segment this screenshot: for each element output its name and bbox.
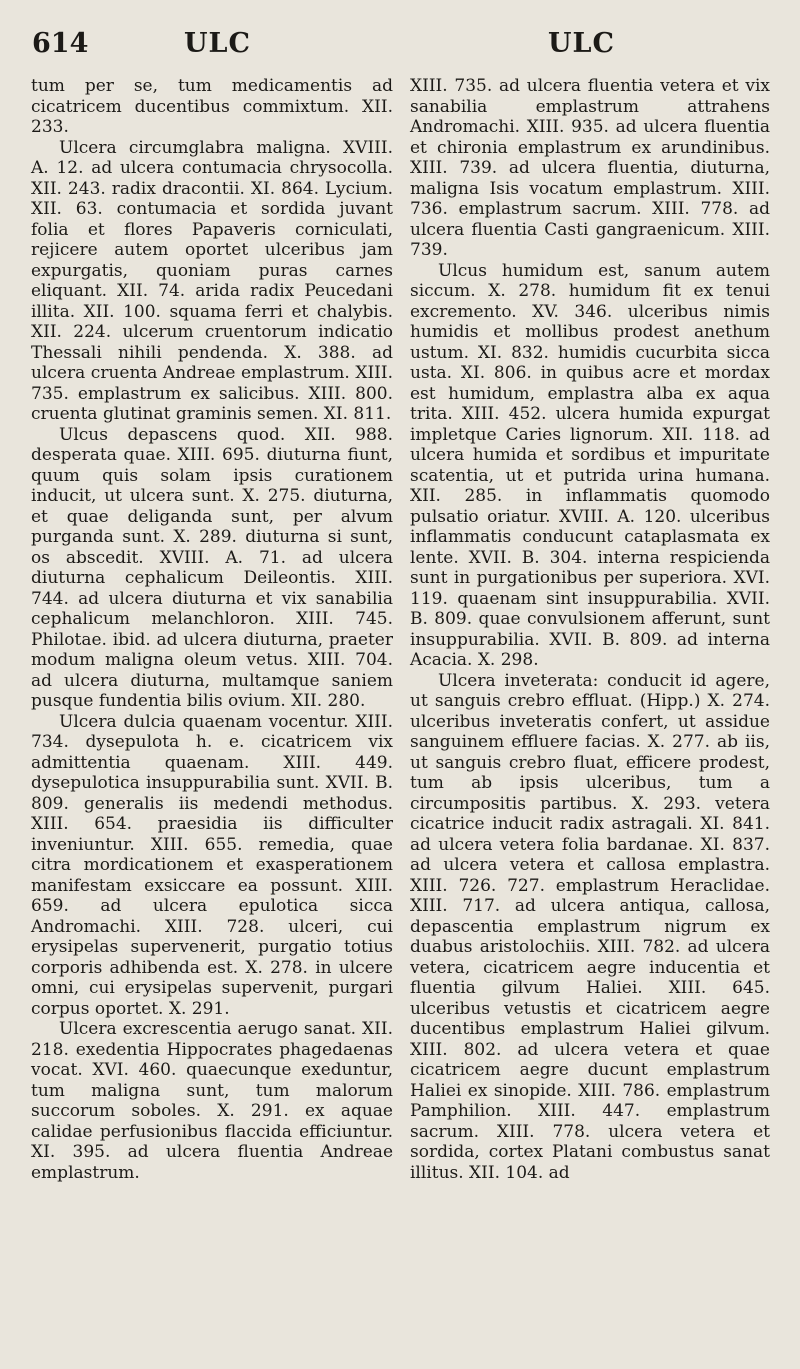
paragraph: Ulcera dulcia quaenam vocentur. XIII. 734. dysepulota h. e. cicatricem vix admittentia quaenam. XIII. 449. dysepulotica insuppurabilia sunt. XVII. B. 809. generalis iis medendi methodus. XIII. 654. praesidia iis difficulter inveniuntur. XIII. 655. remedia, quae citra mordicationem et exasperationem manifestam exsiccare ea possunt. XIII. 659. ad ulcera epulotica sicca Andromachi. XIII. 728. ulceri, cui erysipelas supervenerit, purgatio totius corporis adhibenda est. X. 278. in ulcere omni, cui erysipelas supervenit, purgari corpus oportet. X. 291. bbox=[31, 711, 393, 1019]
paragraph: Ulcera circumglabra maligna. XVIII. A. 12. ad ulcera contumacia chrysocolla. XII. 243. radix dracontii. XI. 864. Lycium. XII. 63. contumacia et sordida juvant folia et flores Papaveris corniculati, rejicere autem oportet ulceribus jam expurgatis, quoniam puras carnes eliquant. XII. 74. arida radix Peucedani illita. XII. 100. squama ferri et chalybis. XII. 224. ulcerum cruentorum indicatio Thessali nihili pendenda. X. 388. ad ulcera cruenta Andreae emplastrum. XIII. 735. emplastrum ex salicibus. XIII. 800. cruenta glutinat graminis semen. XI. 811. bbox=[31, 137, 393, 424]
paragraph: Ulcus depascens quod. XII. 988. desperata quae. XIII. 695. diuturna fiunt, quum quis solam ipsis curationem inducit, ut ulcera sunt. X. 275. diuturna, et quae deliganda sunt, per alvum purganda sunt. X. 289. diuturna si sunt, os abscedit. XVIII. A. 71. ad ulcera diuturna cephalicum Deileontis. XIII. 744. ad ulcera diuturna et vix sanabilia cephalicum melanchloron. XIII. 745. Philotae. ibid. ad ulcera diuturna, praeter modum maligna oleum vetus. XIII. 704. ad ulcera diuturna, multamque saniem pusque fundentia bilis ovium. XII. 280. bbox=[31, 424, 393, 711]
paragraph: tum per se, tum medicamentis ad cicatricem ducentibus commixtum. XII. 233. bbox=[31, 76, 393, 137]
paragraph: Ulcera inveterata: conducit id agere, ut sanguis crebro effluat. (Hipp.) X. 274. ulceribus inveteratis confert, ut assidue sanguinem effluere facias. X. 277. ab iis, ut sanguis crebro fluat, efficere prodest, tum ab ipsis ulceribus, tum a circumpositis partibus. X. 293. vetera cicatrice inducit radix astragali. XI. 841. ad ulcera vetera folia bardanae. XI. 837. ad ulcera vetera et callosa emplastra. XIII. 726. 727. emplastrum Heraclidae. XIII. 717. ad ulcera antiqua, callosa, depascentia emplastrum nigrum ex duabus aristolochiis. XIII. 782. ad ulcera vetera, cicatricem aegre inducentia et fluentia gilvum Haliei. XIII. 645. ulceribus vetustis et cicatricem aegre ducentibus emplastrum Haliei gilvum. XIII. 802. ad ulcera vetera et quae cicatricem aegre ducunt emplastrum Haliei ex sinopide. XIII. 786. emplastrum Pamphilion. XIII. 447. emplastrum sacrum. XIII. 778. ulcera vetera et sordida, cortex Platani combustus sanat illitus. XII. 104. ad bbox=[410, 670, 770, 1183]
right-running-head: ULC bbox=[548, 28, 616, 59]
page-number: 614 bbox=[32, 28, 89, 59]
page-header bbox=[0, 28, 800, 64]
right-column bbox=[410, 76, 770, 1183]
paragraph: Ulcera excrescentia aerugo sanat. XII. 218. exedentia Hippocrates phagedaenas vocat. XVI. 460. quaecunque exeduntur, tum maligna sunt, tum malorum succorum soboles. X. 291. ex aquae calidae perfusionibus flaccida efficiuntur. XI. 395. ad ulcera fluentia Andreae emplastrum. bbox=[31, 1019, 393, 1183]
paragraph: XIII. 735. ad ulcera fluentia vetera et vix sanabilia emplastrum attrahens Andromachi. XIII. 935. ad ulcera fluentia et chironia emplastrum ex arundinibus. XIII. 739. ad ulcera fluentia, diuturna, maligna Isis vocatum emplastrum. XIII. 736. emplastrum sacrum. XIII. 778. ad ulcera fluentia Casti gangraenicum. XIII. 739. bbox=[410, 76, 770, 260]
left-running-head: ULC bbox=[184, 28, 252, 59]
left-column bbox=[31, 76, 393, 1183]
paragraph: Ulcus humidum est, sanum autem siccum. X. 278. humidum fit ex tenui excremento. XV. 346. ulceribus nimis humidis et mollibus prodest anethum ustum. XI. 832. humidis cucurbita sicca usta. XI. 806. in quibus acre et mordax est humidum, emplastra alba ex aqua trita. XIII. 452. ulcera humida expurgat impletque Caries lignorum. XII. 118. ad ulcera humida et sordibus et impuritate scatentia, ut et putrida urina humana. XII. 285. in inflammatis quomodo pulsatio oriatur. XVIII. A. 120. ulceribus inflammatis conducunt cataplasmata ex lente. XVII. B. 304. interna respicienda sunt in purgationibus per superiora. XVI. 119. quaenam sint insuppurabilia. XVII. B. 809. quae convulsionem afferunt, sunt insuppurabilia. XVII. B. 809. ad interna Acacia. X. 298. bbox=[410, 260, 770, 670]
